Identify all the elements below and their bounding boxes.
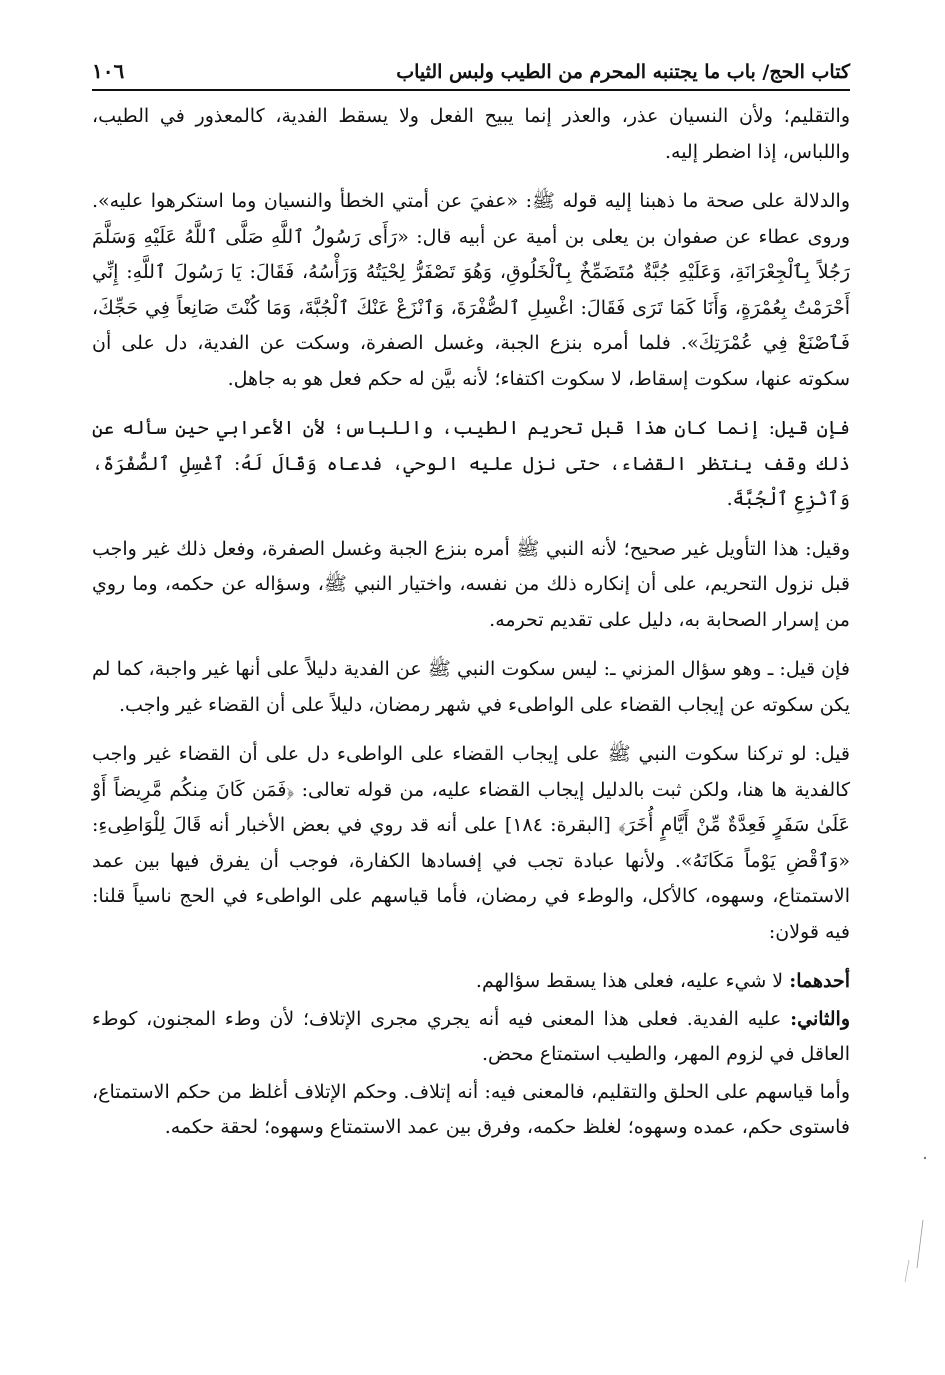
paragraph-text: فإن قيل: ـ وهو سؤال المزني ـ: ليس سكوت النبي ﷺ عن الفدية دليلاً على أنها غير واجبة، كما لم يكن سكوته عن إيجاب القضاء على الواطىء في شهر رمضان، دليلاً على أن القضاء غير واجب.	[92, 658, 850, 716]
paragraph-7	[92, 964, 850, 1000]
paragraph-5	[92, 652, 850, 723]
paragraph-6	[92, 737, 850, 950]
paragraph-text: لا شيء عليه، فعلى هذا يسقط سؤالهم.	[475, 970, 790, 992]
paragraph-text: وأما قياسهم على الحلق والتقليم، فالمعنى فيه: أنه إتلاف. وحكم الإتلاف أغلظ من حكم الاستمتاع، فاستوى حكم، عمده وسهوه؛ لغلظ حكمه، وفرق بين عمد الاستمتاع وسهوه؛ لحقة حكمه.	[92, 1080, 850, 1138]
scan-margin-marks	[895, 1150, 935, 1290]
paragraph-text: والدلالة على صحة ما ذهبنا إليه قوله ﷺ: «عفيَ عن أمتي الخطأ والنسيان وما استكرهوا عليه». وروى عطاء عن صفوان بن يعلى بن أمية عن أبيه قال: «رَأَى رَسُولُ ٱللَّهِ صَلَّى ٱللَّهُ عَلَيْهِ وَسَلَّمَ رَجُلاً بِٱلْجِعْرَانَةِ، وَعَلَيْهِ جُبَّةٌ مُتَضَمِّخٌ بِٱلْخَلُوقِ، وَهُوَ تَصْفَرُّ لِحْيَتُهُ وَرَأْسُهُ، فَقَالَ: يَا رَسُولَ ٱللَّهِ: إِنِّي أَحْرَمْتُ بِعُمْرَةٍ، وَأَنَا كَمَا تَرَى فَقَالَ: اغْسِلِ ٱلصُّفْرَةَ، وَٱنْزَعْ عَنْكَ ٱلْجُبَّةَ، وَمَا كُنْتَ صَانِعاً فِي حَجِّكَ، فَٱصْنَعْ فِي عُمْرَتِكَ». فلما أمره بنزع الجبة، وغسل الصفرة، وسكت عن الفدية، دل على أن سكوته عنها، سكوت إسقاط، لا سكوت اكتفاء؛ لأنه بيَّن له حكم فعل هو به جاهل.	[92, 190, 850, 390]
paragraph-9	[92, 1075, 850, 1146]
paragraph-text: والتقليم؛ ولأن النسيان عذر، والعذر إنما يبيح الفعل ولا يسقط الفدية، كالمعذور في الطيب، واللباس، إذا اضطر إليه.	[92, 105, 850, 163]
paragraph-text: عليه الفدية. فعلى هذا المعنى فيه أنه يجري مجرى الإتلاف؛ لأن وطء المجنون، كوطء العاقل في لزوم المهر، والطيب استمتاع محض.	[92, 1007, 850, 1065]
paragraph-4	[92, 532, 850, 639]
page-number: ١٠٦	[92, 59, 125, 83]
page-body	[92, 99, 850, 1146]
scan-stroke	[917, 1220, 923, 1268]
paragraph-text: قيل: لو تركنا سكوت النبي ﷺ على إيجاب القضاء على الواطىء دل على أن القضاء غير واجب كالفدية ها هنا، ولكن ثبت بالدليل إيجاب القضاء عليه، من قوله تعالى: ﴿فَمَن كَانَ مِنكُم مَّرِيضاً أَوْ عَلَىٰ سَفَرٍ فَعِدَّةٌ مِّنْ أَيَّامٍ أُخَرَ﴾ [البقرة: ١٨٤] على أنه قد روي في بعض الأخبار أنه قَالَ لِلْوَاطِىءِ: «وَٱقْضِ يَوْماً مَكَانَهُ». ولأنها عبادة تجب في إفسادها الكفارة، فوجب أن يفرق فيها بين عمد الاستمتاع، وسهوه، كالأكل، والوطء في رمضان، فأما قياسهم على الواطىء في الحج ناسياً قلنا: فيه قولان:	[92, 743, 850, 943]
scan-stroke	[905, 1260, 909, 1282]
book-page	[92, 58, 850, 1160]
paragraph-lead: والثاني:	[790, 1007, 850, 1030]
paragraph-2	[92, 184, 850, 397]
running-title: كتاب الحج/ باب ما يجتنبه المحرم من الطيب ولبس الثياب	[396, 61, 850, 83]
paragraph-text: وقيل: هذا التأويل غير صحيح؛ لأنه النبي ﷺ أمره بنزع الجبة وغسل الصفرة، وفعل ذلك غير واجب قبل نزول التحريم، على أن إنكاره ذلك من نفسه، واختيار النبي ﷺ، وسؤاله عن حكمه، وما روي من إسرار الصحابة به، دليل على تقديم تحرمه.	[92, 537, 850, 631]
scan-dot	[924, 1157, 926, 1159]
paragraph-8	[92, 1002, 850, 1073]
paragraph-1	[92, 99, 850, 170]
paragraph-lead: أحدهما:	[789, 970, 850, 992]
paragraph-text: فإن قيل: إنما كان هذا قبل تحريم الطيب، واللباس؛ لأن الأعرابي حين سأله عن ذلك وقف ينتظر القضاء، حتى نزل عليه الوحي، فدعاه وَقَالَ لَهُ: ٱغْسِلِ ٱلصُّفْرَةَ، وَٱنْزِعِ ٱلْجُبَّةَ.	[92, 417, 850, 510]
paragraph-3	[92, 411, 850, 518]
running-header	[92, 58, 850, 91]
